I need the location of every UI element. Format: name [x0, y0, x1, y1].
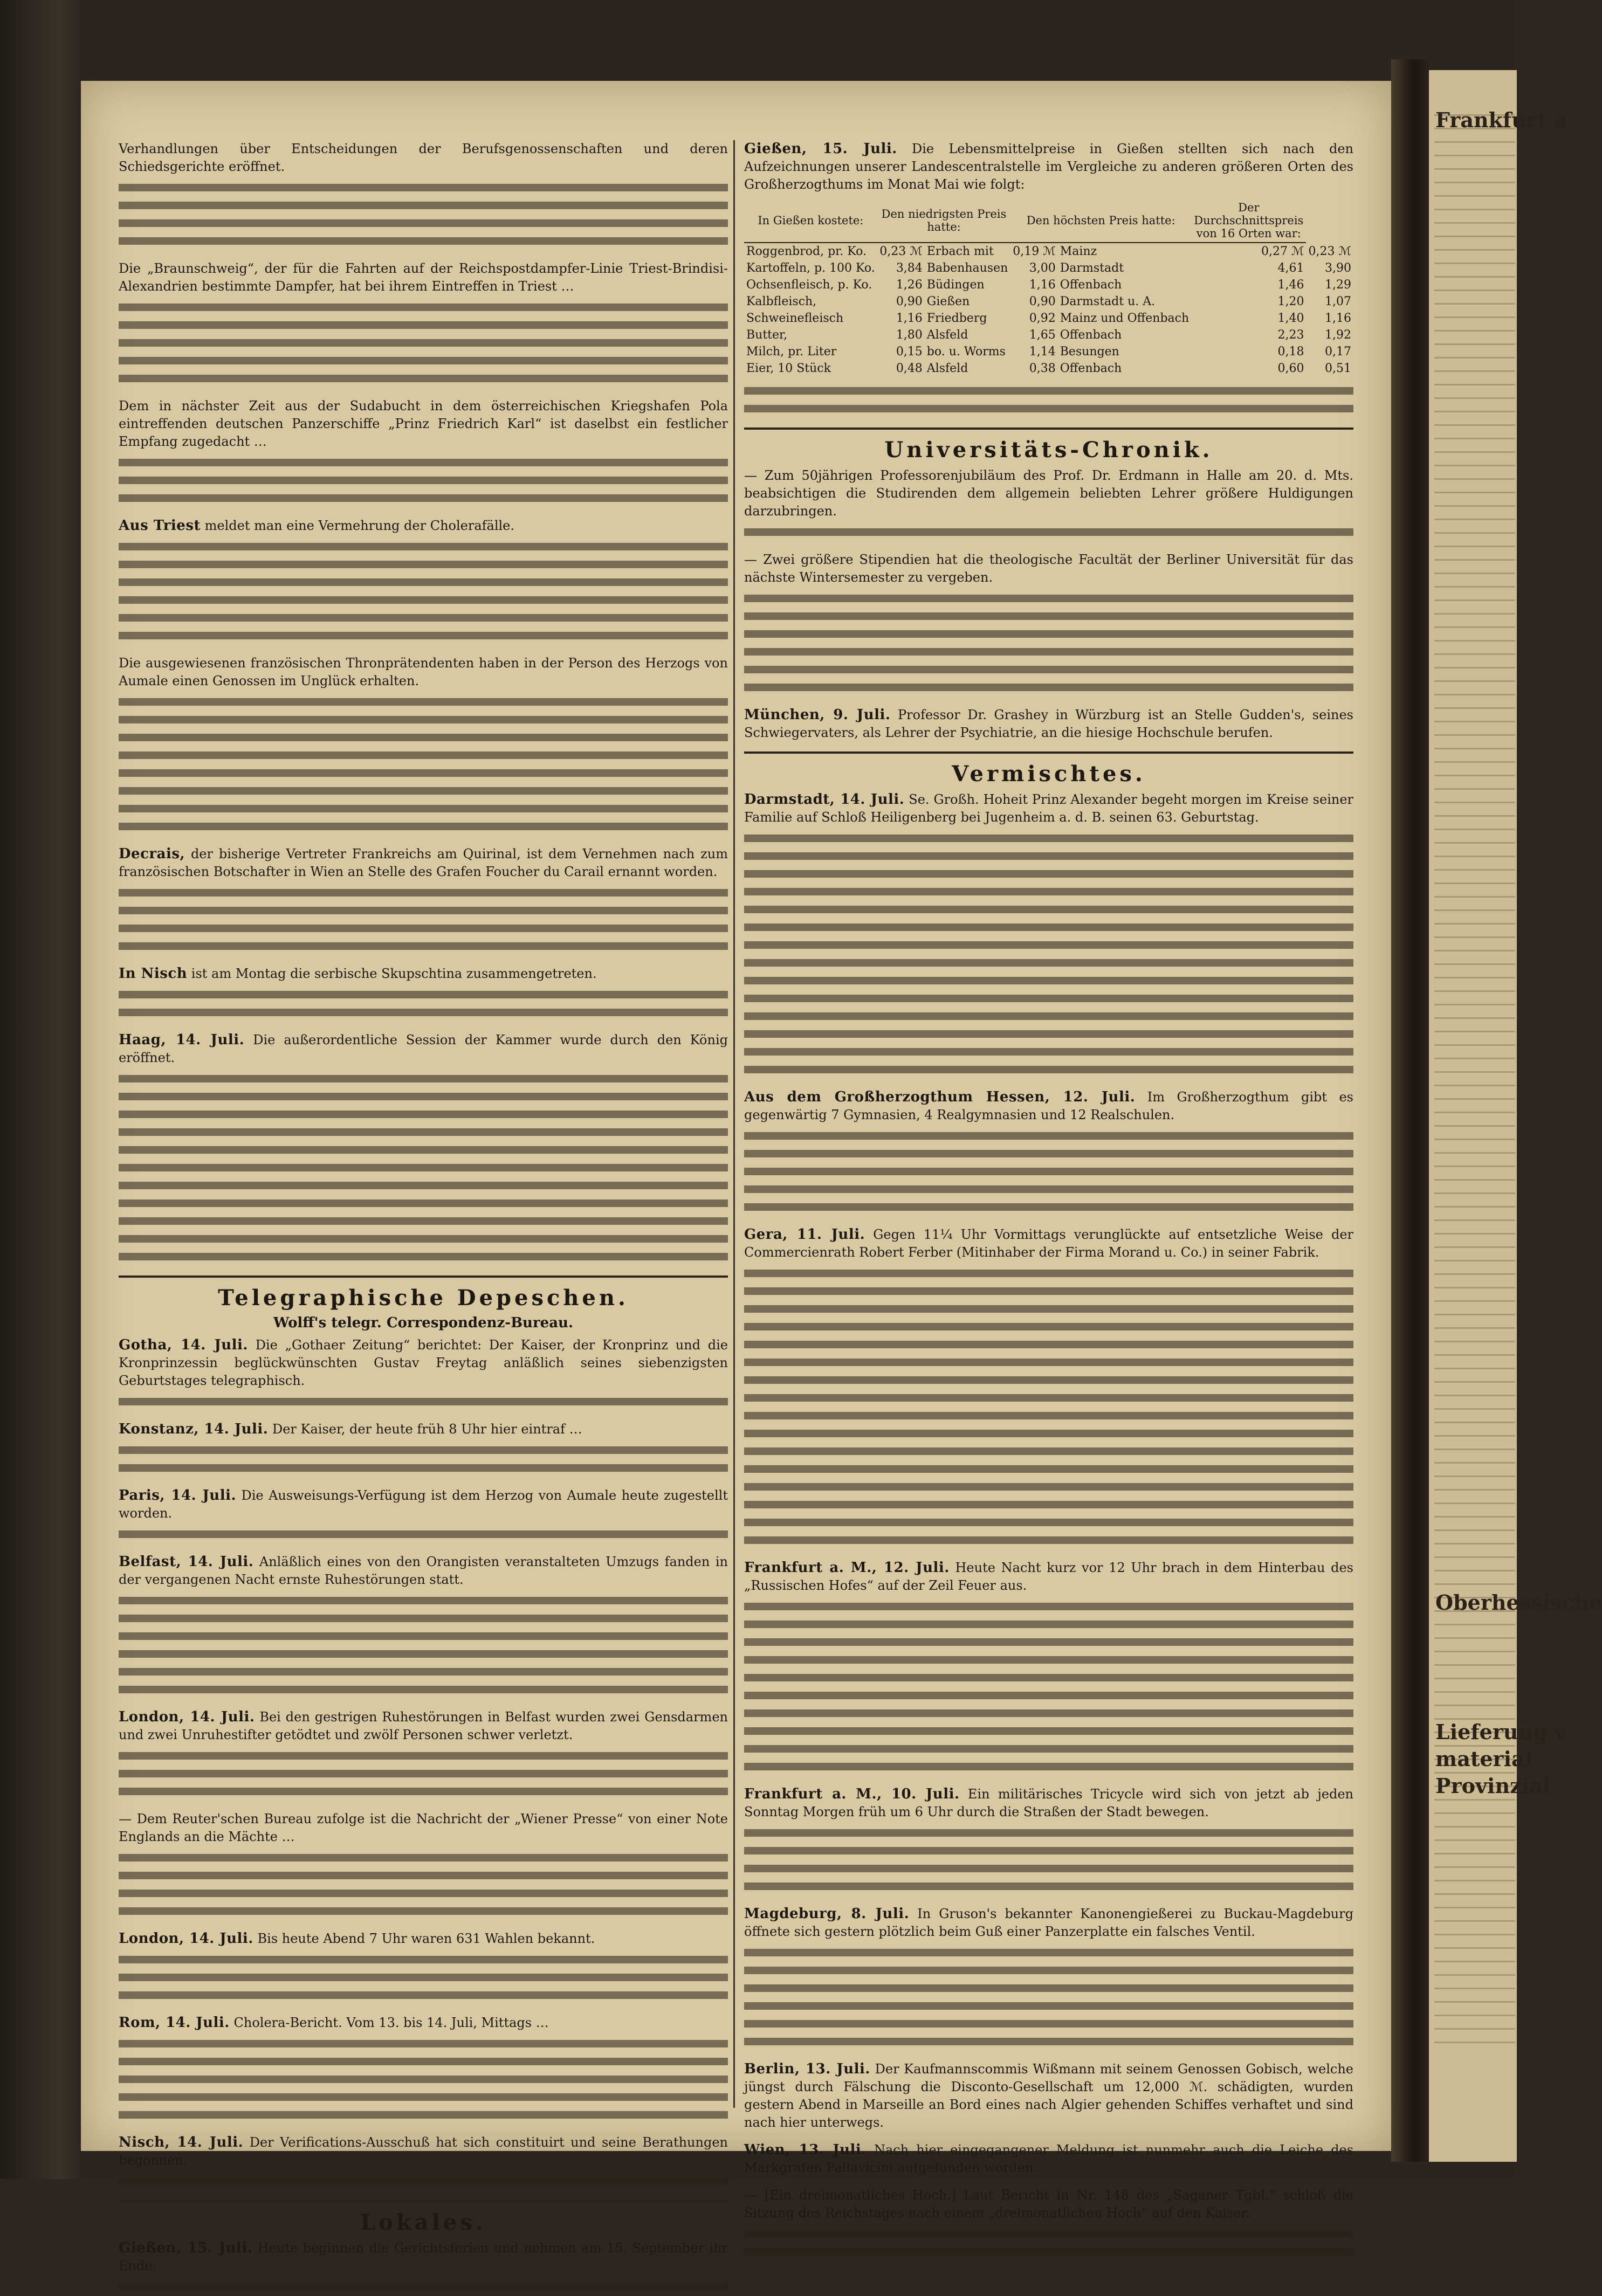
price-cell: 1,16: [1029, 278, 1056, 292]
price-cell: Schweinefleisch: [746, 312, 844, 325]
price-row: [744, 277, 1353, 293]
dateline: Gießen, 15. Juli.: [119, 2240, 253, 2256]
facing-page-label: Frankfurt a: [1435, 108, 1567, 132]
article-text: — Dem Reuter'schen Bureau zufolge ist die Nachricht der „Wiener Presse“ von einer Note Englands an die Mächte …: [119, 1811, 728, 1844]
price-cell: 1,65: [1029, 328, 1056, 342]
article: [744, 467, 1353, 541]
article-text: Nach hier eingegangener Meldung ist nunmehr auch die Leiche des Markgrafen Pallavicini aufgefunden worden.: [744, 2142, 1354, 2175]
right-column: [744, 140, 1354, 2221]
illegible-body-text: [119, 179, 728, 250]
article: [119, 2239, 728, 2296]
article: [119, 1031, 728, 1266]
illegible-body-text: [119, 1393, 728, 1411]
price-table-header: [744, 199, 1353, 243]
article: [744, 551, 1353, 697]
article: [119, 2014, 728, 2124]
column-header: Den niedrigsten Preis hatte:: [877, 199, 1011, 243]
price-cell: Offenbach: [1060, 328, 1122, 342]
illegible-body-text: [119, 1526, 728, 1543]
university-section: [744, 467, 1353, 742]
article-text: Gegen 11¼ Uhr Vormittags verunglückte auf entsetzliche Weise der Commercienrath Robert Ferber (Mitinhaber der Firma Morand u. Co.) in seiner Fabrik.: [744, 1227, 1353, 1260]
price-cell: 3,84: [896, 261, 923, 275]
miscellaneous-section: [744, 791, 1353, 2261]
article-text: meldet man eine Vermehrung der Cholerafälle.: [204, 518, 515, 533]
dateline: Decrais,: [119, 846, 185, 862]
price-row: [744, 310, 1353, 327]
dateline: Aus dem Großherzogthum Hessen, 12. Juli.: [744, 1089, 1136, 1105]
price-cell: 0,23 ℳ: [1308, 244, 1351, 258]
dateline: Nisch, 14. Juli.: [119, 2134, 244, 2150]
article: [119, 845, 728, 955]
dateline: London, 14. Juli.: [119, 1709, 255, 1725]
article: [744, 1226, 1353, 1549]
illegible-body-text: [119, 1442, 728, 1477]
dateline: Wien, 13. Juli.: [744, 2142, 867, 2158]
article: [744, 706, 1353, 742]
article-text: der bisherige Vertreter Frankreichs am Quirinal, ist dem Vernehmen nach zum französischen Botschafter in Wien an Stelle des Grafen Foucher du Carail ernannt worden.: [119, 846, 728, 879]
price-cell: 0,90: [1029, 295, 1056, 308]
dateline: Rom, 14. Juli.: [119, 2015, 230, 2031]
article-text: Im Großherzogthum gibt es gegenwärtig 7 Gymnasien, 4 Realgymnasien und 12 Realschulen.: [744, 1090, 1353, 1122]
price-row: [744, 260, 1353, 277]
price-cell: Alsfeld: [926, 328, 968, 342]
illegible-body-text: [119, 538, 728, 645]
price-cell: 1,16: [896, 312, 923, 325]
article-text: Cholera-Bericht. Vom 13. bis 14. Juli, Mittags …: [233, 2015, 549, 2030]
illegible-body-text: [744, 1824, 1353, 1895]
price-row: [744, 360, 1353, 377]
price-cell: 0,92: [1029, 312, 1056, 325]
facing-page-label: Oberhessische: [1435, 1590, 1602, 1615]
article-text: ist am Montag die serbische Skupschtina zusammengetreten.: [191, 966, 597, 981]
price-cell: Erbach mit: [926, 245, 994, 258]
price-cell: Milch, pr. Liter: [746, 345, 837, 358]
price-cell: 1,07: [1325, 295, 1351, 308]
price-cell: 1,46: [1277, 278, 1304, 292]
price-cell: Gießen: [926, 295, 970, 308]
article-text: Heute Nacht kurz vor 12 Uhr brach in dem Hinterbau des „Russischen Hofes“ auf der Zeil Feuer aus.: [744, 1560, 1353, 1593]
article: [744, 2060, 1353, 2132]
price-cell: bo. u. Worms: [926, 345, 1006, 358]
illegible-body-text: [744, 1944, 1353, 2051]
dateline: Aus Triest: [119, 518, 201, 534]
price-cell: 1,40: [1277, 312, 1304, 325]
illegible-body-text: [119, 693, 728, 836]
illegible-body-text: [119, 1849, 728, 1920]
illegible-body-text: [119, 2278, 728, 2296]
dateline: Frankfurt a. M., 10. Juli.: [744, 1786, 960, 1802]
price-cell: Darmstadt u. A.: [1060, 295, 1156, 308]
price-cell: 0,38: [1029, 362, 1056, 375]
price-cell: 0,19 ℳ: [1013, 245, 1056, 258]
article-text: Se. Großh. Hoheit Prinz Alexander begeht morgen im Kreise seiner Familie auf Schloß Heiligenberg bei Jugenheim a. d. B. seinen 63. Geburtstag.: [744, 792, 1354, 825]
price-table: [744, 199, 1353, 377]
dateline: Gießen, 15. Juli.: [744, 141, 897, 157]
article-text: Die Lebensmittelpreise in Gießen stellten sich nach den Aufzeichnungen unserer Landescentralstelle im Vergleiche zu anderen größeren Orten des Großherzogthums im Monat Mai wie folgt:: [744, 141, 1353, 192]
article-text: Der Kaiser, der heute früh 8 Uhr hier eintraf …: [272, 1422, 582, 1437]
price-cell: Kalbfleisch,: [746, 295, 817, 308]
price-cell: 0,27 ℳ: [1261, 245, 1304, 258]
article-text: Die ausgewiesenen französischen Thronprätendenten haben in der Person des Herzogs von Aumale einen Genossen im Unglück erhalten.: [119, 656, 728, 688]
section-title: Universitäts-Chronik.: [884, 437, 1213, 463]
price-cell: 4,61: [1277, 261, 1304, 275]
price-cell: 1,16: [1325, 312, 1351, 325]
dateline: Konstanz, 14. Juli.: [119, 1421, 269, 1437]
price-cell: Ochsenfleisch, p. Ko.: [746, 278, 872, 292]
illegible-body-text: [744, 830, 1353, 1079]
article: [119, 1421, 728, 1477]
price-cell: 0,17: [1325, 345, 1351, 358]
article: [744, 1559, 1353, 1776]
illegible-body-text: [119, 1747, 728, 1801]
article-text: Bei den gestrigen Ruhestörungen in Belfast wurden zwei Gensdarmen und zwei Unruhestifter getödtet und zwölf Personen schwer verletzt.: [119, 1709, 728, 1742]
article-text: Die Ausweisungs-Verfügung ist dem Herzog von Aumale heute zugestellt worden.: [119, 1488, 728, 1521]
article: [119, 1553, 728, 1699]
price-cell: 1,80: [896, 328, 923, 342]
article: [119, 1487, 728, 1543]
price-cell: 1,92: [1325, 328, 1351, 342]
article: [119, 1930, 728, 2004]
article: [744, 1785, 1353, 1895]
price-cell: 0,18: [1277, 345, 1304, 358]
price-cell: Mainz: [1060, 245, 1097, 258]
price-cell: 0,90: [896, 295, 923, 308]
article-text: Anläßlich eines von den Orangisten veranstalteten Umzugs fanden in der vergangenen Nacht ernste Ruhestörungen statt.: [119, 1554, 728, 1587]
price-cell: 1,29: [1325, 278, 1351, 292]
article-text: — Zum 50jährigen Professorenjubiläum des Prof. Dr. Erdmann in Halle am 20. d. Mts. beabsichtigen die Studirenden dem allgemein beliebten Lehrer größere Huldigungen darzubringen.: [744, 468, 1353, 519]
price-row: [744, 343, 1353, 360]
illegible-body-text: [744, 523, 1353, 541]
newspaper-page: [81, 81, 1391, 2273]
dateline: London, 14. Juli.: [119, 1930, 253, 1947]
price-row: [744, 327, 1353, 343]
price-cell: 3,90: [1325, 261, 1351, 275]
article: [744, 1088, 1353, 1216]
illegible-body-text: [119, 986, 728, 1022]
section-title: Telegraphische Depeschen.: [218, 1285, 629, 1311]
illegible-body-text: [744, 2225, 1353, 2261]
article: [119, 140, 728, 250]
price-cell: 3,00: [1029, 261, 1056, 275]
price-cell: Friedberg: [926, 312, 987, 325]
section-title: Vermischtes.: [952, 761, 1146, 787]
illegible-body-text: [119, 299, 728, 388]
article: [744, 2187, 1353, 2261]
facing-page-label: Provinzial: [1435, 1774, 1551, 1798]
dateline: Belfast, 14. Juli.: [119, 1554, 254, 1570]
price-row: [744, 243, 1353, 260]
column-header: Den höchsten Preis hatte:: [1010, 199, 1191, 243]
illegible-body-text: [119, 2173, 728, 2190]
article: [119, 517, 728, 645]
section-subtitle: Wolff's telegr. Correspondenz-Bureau.: [273, 1315, 573, 1331]
price-row: [744, 293, 1353, 310]
price-cell: Butter,: [746, 328, 788, 342]
column-divider: [733, 140, 735, 2108]
illegible-body-text: [119, 1070, 728, 1266]
article-text: — Zwei größere Stipendien hat die theologische Facultät der Berliner Universität für das nächste Wintersemester zu vergeben.: [744, 552, 1353, 585]
article: [119, 654, 728, 836]
price-cell: 0,15: [896, 345, 923, 358]
illegible-body-text: [744, 1127, 1353, 1216]
dateline: Frankfurt a. M., 12. Juli.: [744, 1560, 950, 1576]
price-cell: 0,60: [1277, 362, 1304, 375]
dateline: Berlin, 13. Juli.: [744, 2061, 870, 2077]
price-cell: Besungen: [1060, 345, 1119, 358]
price-cell: Babenhausen: [926, 261, 1008, 275]
article-text: Bis heute Abend 7 Uhr waren 631 Wahlen bekannt.: [257, 1931, 595, 1946]
price-cell: 1,20: [1277, 295, 1304, 308]
article-text: Professor Dr. Grashey in Würzburg ist an Stelle Gudden's, seines Schwiegervaters, als Lehrer der Psychiatrie, an die hiesige Hochschule berufen.: [744, 707, 1353, 740]
article-text: Der Kaufmannscommis Wißmann mit seinem Genossen Gobisch, welche jüngst durch Fälschung die Disconto-Gesellschaft um 12,000 ℳ. schädigten, wurden gestern Abend in Marseille an Bord eines nach Algier gehenden Schiffes verhaftet und sind nach hier unterwegs.: [744, 2061, 1354, 2130]
illegible-body-text: [119, 454, 728, 507]
article-text: Verhandlungen über Entscheidungen der Berufsgenossenschaften und deren Schiedsgerichte eröffnet.: [119, 141, 728, 174]
article-text: Der Verifications-Ausschuß hat sich constituirt und seine Berathungen begonnen.: [119, 2135, 728, 2168]
dateline: Haag, 14. Juli.: [119, 1032, 245, 1048]
article-text: Heute beginnen die Gerichtsferien und nehmen am 15. September ihr Ende.: [119, 2240, 728, 2273]
price-cell: Roggenbrod, pr. Ko.: [746, 245, 867, 258]
article: [744, 791, 1353, 1079]
price-cell: Eier, 10 Stück: [746, 362, 831, 375]
section-rule: [744, 428, 1353, 430]
price-footnote: [744, 382, 1353, 418]
section-title: Lokales.: [360, 2210, 486, 2235]
column-header: Der Durchschnittspreis von 16 Orten war:: [1191, 199, 1306, 243]
left-column: [119, 140, 728, 2273]
price-cell: Büdingen: [926, 278, 985, 292]
price-cell: Darmstadt: [1060, 261, 1124, 275]
dateline: Gera, 11. Juli.: [744, 1226, 865, 1243]
section-rule: [744, 751, 1353, 754]
article: [119, 2134, 728, 2190]
dateline: Paris, 14. Juli.: [119, 1487, 236, 1504]
article-text: In Gruson's bekannter Kanonengießerei zu Buckau-Magdeburg öffnete sich gestern plötzlich beim Guß einer Panzerplatte ein falsches Ventil.: [744, 1906, 1353, 1939]
article-text: Die „Gothaer Zeitung“ berichtet: Der Kaiser, der Kronprinz und die Kronprinzessin beglückwünschten Gustav Freytag anläßlich seines siebenzigsten Geburtstages telegraphisch.: [119, 1337, 728, 1388]
facing-page-label: Lieferung v: [1435, 1720, 1567, 1744]
illegible-body-text: [119, 1592, 728, 1699]
dateline: Gotha, 14. Juli.: [119, 1337, 248, 1353]
article-text: Die „Braunschweig“, der für die Fahrten auf der Reichspostdampfer-Linie Triest-Brindisi-Alexandrien bestimmte Dampfer, hat bei ihrem Eintreffen in Triest …: [119, 261, 728, 294]
article-text: Dem in nächster Zeit aus der Sudabucht in dem österreichischen Kriegshafen Pola eintreffenden deutschen Panzerschiffe „Prinz Friedrich Karl“ ist daselbst ein festlicher Empfang zugedacht …: [119, 398, 728, 449]
article: [744, 1905, 1353, 2051]
article: [744, 2141, 1353, 2177]
article-text: Ein militärisches Tricycle wird sich von jetzt ab jeden Sonntag Morgen früh um 6 Uhr durch die Straßen der Stadt bewegen.: [744, 1787, 1353, 1819]
illegible-body-text: [744, 1598, 1353, 1776]
article: [119, 397, 728, 507]
price-cell: Alsfeld: [926, 362, 968, 375]
price-cell: Kartoffeln, p. 100 Ko.: [746, 261, 875, 275]
price-cell: 0,23 ℳ: [879, 245, 923, 258]
article: [119, 260, 728, 388]
price-cell: 1,26: [896, 278, 923, 292]
article-text: — [Ein dreimonatliches Hoch.] Laut Bericht in Nr. 148 des „Saganer Tgbl.“ schloß die Sitzung des Reichstages nach einem „dreimonatlichen Hoch“ auf den Kaiser.: [744, 2188, 1353, 2221]
illegible-body-text: [119, 1951, 728, 2004]
facing-page-label: material: [1435, 1747, 1533, 1771]
price-cell: Mainz und Offenbach: [1060, 312, 1190, 325]
price-cell: 1,14: [1029, 345, 1056, 358]
dateline: Magdeburg, 8. Juli.: [744, 1906, 910, 1922]
price-cell: 2,23: [1277, 328, 1304, 342]
dateline: Darmstadt, 14. Juli.: [744, 791, 905, 808]
book-gutter: [1391, 59, 1429, 2162]
illegible-body-text: [119, 884, 728, 955]
illegible-body-text: [119, 2035, 728, 2124]
article-text: Die außerordentliche Session der Kammer wurde durch den König eröffnet.: [119, 1032, 728, 1065]
column-header: In Gießen kostete:: [744, 199, 877, 243]
facing-page-edge: [1429, 70, 1602, 2162]
article: [119, 1336, 728, 1411]
price-cell: Offenbach: [1060, 362, 1122, 375]
article: [119, 1810, 728, 1920]
price-cell: 0,51: [1325, 362, 1351, 375]
price-cell: Offenbach: [1060, 278, 1122, 292]
dateline: München, 9. Juli.: [744, 707, 891, 723]
price-report: [744, 140, 1353, 418]
article: [119, 1708, 728, 1801]
section-rule: [119, 2200, 728, 2202]
illegible-body-text: [744, 1265, 1353, 1549]
illegible-body-text: [744, 590, 1353, 697]
dateline: In Nisch: [119, 966, 188, 982]
price-cell: 0,48: [896, 362, 923, 375]
article: [119, 965, 728, 1022]
section-rule: [119, 1275, 728, 1278]
